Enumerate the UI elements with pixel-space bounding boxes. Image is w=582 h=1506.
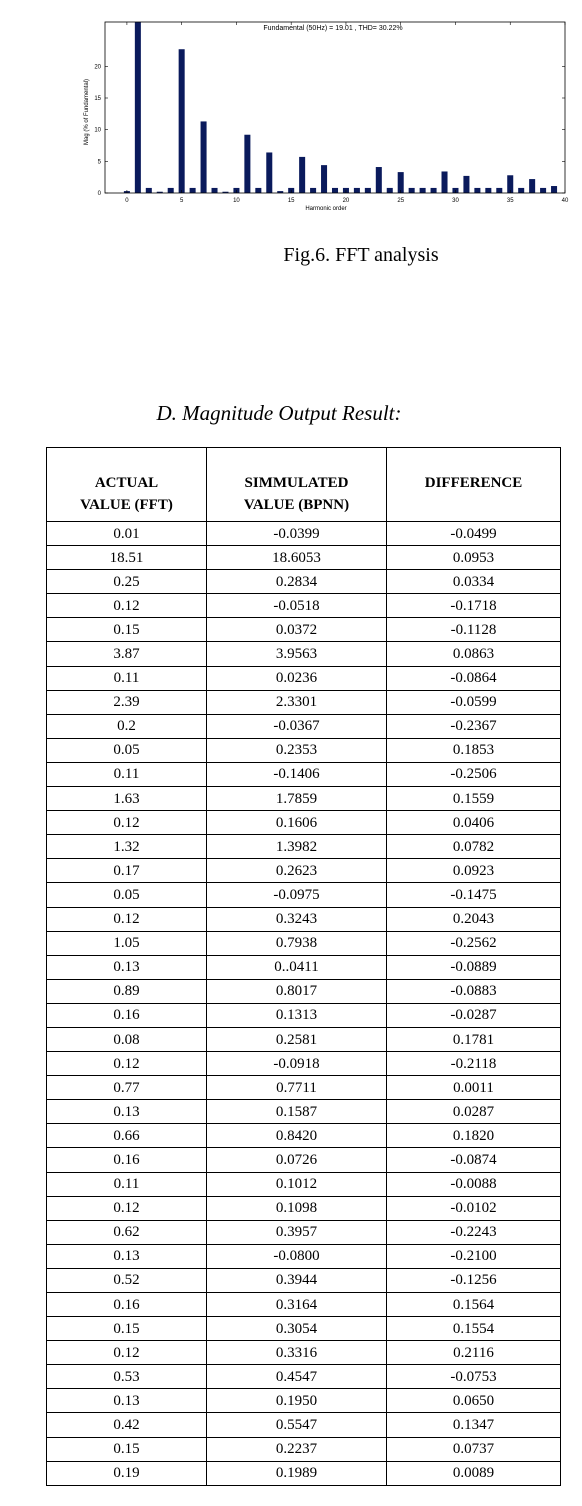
bars-group — [124, 22, 557, 193]
simulated-value-cell: 0.0236 — [207, 666, 387, 690]
table-header-row — [47, 448, 561, 522]
x-tick-label: 10 — [233, 198, 240, 204]
x-tick-label: 30 — [452, 198, 459, 204]
simulated-value-cell: 0.3243 — [207, 907, 387, 931]
bar — [299, 157, 305, 193]
x-tick-label: 0 — [125, 198, 129, 204]
simulated-value-cell: 0.2834 — [207, 570, 387, 594]
difference-cell: 0.0406 — [387, 811, 561, 835]
actual-value-cell: 0.13 — [47, 1244, 207, 1268]
difference-cell: -0.0883 — [387, 979, 561, 1003]
table-row — [47, 1100, 561, 1124]
simulated-value-cell: -0.0518 — [207, 594, 387, 618]
table-row — [47, 883, 561, 907]
actual-value-cell: 0.11 — [47, 1172, 207, 1196]
table-row — [47, 714, 561, 738]
x-tick-label: 35 — [506, 198, 514, 204]
chart-title: Fundamental (50Hz) = 19.01 , THD= 30.22% — [263, 25, 403, 32]
difference-cell: 0.0782 — [387, 835, 561, 859]
table-row — [47, 1027, 561, 1051]
difference-cell: 0.0737 — [387, 1437, 561, 1461]
difference-cell: -0.0874 — [387, 1148, 561, 1172]
bar — [365, 188, 371, 193]
difference-cell: -0.0499 — [387, 522, 561, 546]
y-tick-label: 5 — [97, 159, 101, 166]
simulated-value-cell: 0.1606 — [207, 811, 387, 835]
table-row — [47, 1437, 561, 1461]
actual-value-cell: 0.77 — [47, 1076, 207, 1100]
actual-value-cell: 1.32 — [47, 835, 207, 859]
y-tick-label: 10 — [94, 127, 101, 134]
header-line: ACTUAL — [94, 475, 159, 491]
simulated-value-cell: 0.5547 — [207, 1413, 387, 1437]
bar — [146, 188, 152, 193]
difference-cell: 0.2043 — [387, 907, 561, 931]
fft-bar-chart — [0, 0, 582, 218]
table-row — [47, 1341, 561, 1365]
table-row — [47, 1244, 561, 1268]
table-row — [47, 1220, 561, 1244]
table-row — [47, 690, 561, 714]
actual-value-cell: 0.12 — [47, 594, 207, 618]
actual-value-cell: 0.2 — [47, 714, 207, 738]
simulated-value-cell: 0.1012 — [207, 1172, 387, 1196]
simulated-value-cell: 0.1313 — [207, 1003, 387, 1027]
table-row — [47, 1172, 561, 1196]
header-line: DIFFERENCE — [424, 475, 523, 491]
difference-cell: -0.2562 — [387, 931, 561, 955]
x-tick-label: 25 — [397, 198, 405, 204]
actual-value-cell: 0.15 — [47, 1317, 207, 1341]
table-row — [47, 787, 561, 811]
bar — [244, 135, 250, 193]
bar — [135, 22, 141, 193]
simulated-value-cell: 0.2237 — [207, 1437, 387, 1461]
table-row — [47, 570, 561, 594]
difference-cell: -0.2243 — [387, 1220, 561, 1244]
table-row — [47, 1317, 561, 1341]
y-tick-label: 20 — [94, 64, 101, 71]
x-tick-label: 15 — [287, 198, 295, 204]
table-row — [47, 835, 561, 859]
table-row — [47, 618, 561, 642]
simulated-value-cell: 0.4547 — [207, 1365, 387, 1389]
difference-cell: 0.1564 — [387, 1293, 561, 1317]
difference-cell: 0.0334 — [387, 570, 561, 594]
table-row — [47, 1461, 561, 1485]
difference-cell: 0.1781 — [387, 1027, 561, 1051]
simulated-value-cell: 0.8420 — [207, 1124, 387, 1148]
table-row — [47, 859, 561, 883]
bar — [266, 152, 272, 193]
difference-cell: -0.1128 — [387, 618, 561, 642]
bar — [409, 188, 415, 193]
difference-cell: 0.0650 — [387, 1389, 561, 1413]
header-line: SIMMULATED — [244, 475, 349, 491]
difference-cell: 0.0089 — [387, 1461, 561, 1485]
table-row — [47, 955, 561, 979]
difference-cell: 0.1559 — [387, 787, 561, 811]
table-row — [47, 1052, 561, 1076]
simulated-value-cell: 0.2353 — [207, 738, 387, 762]
simulated-value-cell: 0.1950 — [207, 1389, 387, 1413]
actual-value-cell: 0.17 — [47, 859, 207, 883]
simulated-value-cell: 0.3944 — [207, 1268, 387, 1292]
actual-value-cell: 0.12 — [47, 1196, 207, 1220]
bar — [551, 186, 557, 193]
difference-cell: -0.0599 — [387, 690, 561, 714]
actual-value-cell: 0.16 — [47, 1293, 207, 1317]
table-row — [47, 1003, 561, 1027]
difference-cell: 0.1347 — [387, 1413, 561, 1437]
table-row — [47, 762, 561, 786]
actual-value-cell: 0.12 — [47, 1052, 207, 1076]
bar — [518, 188, 524, 193]
actual-value-cell: 18.51 — [47, 546, 207, 570]
actual-value-cell: 0.66 — [47, 1124, 207, 1148]
difference-cell: -0.1256 — [387, 1268, 561, 1292]
simulated-value-cell: 0.3054 — [207, 1317, 387, 1341]
difference-cell: 0.0953 — [387, 546, 561, 570]
bar — [321, 165, 327, 193]
table-row — [47, 1148, 561, 1172]
table-row — [47, 907, 561, 931]
difference-cell: -0.0889 — [387, 955, 561, 979]
difference-cell: -0.1475 — [387, 883, 561, 907]
actual-value-cell: 3.87 — [47, 642, 207, 666]
simulated-value-cell: -0.1406 — [207, 762, 387, 786]
simulated-value-cell: 18.6053 — [207, 546, 387, 570]
actual-value-cell: 0.05 — [47, 738, 207, 762]
table-row — [47, 1365, 561, 1389]
actual-value-cell: 1.05 — [47, 931, 207, 955]
difference-cell: -0.0753 — [387, 1365, 561, 1389]
difference-cell: 0.0287 — [387, 1100, 561, 1124]
bar — [310, 188, 316, 193]
table-row — [47, 594, 561, 618]
table-row — [47, 1268, 561, 1292]
x-tick-label: 20 — [342, 198, 350, 204]
table-row — [47, 666, 561, 690]
simulated-value-cell: 0.3164 — [207, 1293, 387, 1317]
actual-value-cell: 0.11 — [47, 762, 207, 786]
simulated-value-cell: 0.7711 — [207, 1076, 387, 1100]
difference-cell: -0.0864 — [387, 666, 561, 690]
table-row — [47, 1196, 561, 1220]
x-tick-label: 5 — [179, 198, 184, 204]
table-row — [47, 1293, 561, 1317]
header-actual-value — [47, 448, 207, 522]
table-row — [47, 1124, 561, 1148]
difference-cell: 0.2116 — [387, 1341, 561, 1365]
figure-caption: Fig.6. FFT analysis — [283, 244, 439, 266]
bar — [332, 188, 338, 193]
actual-value-cell: 0.13 — [47, 1100, 207, 1124]
actual-value-cell: 0.15 — [47, 618, 207, 642]
simulated-value-cell: 0.3316 — [207, 1341, 387, 1365]
actual-value-cell: 0.16 — [47, 1003, 207, 1027]
simulated-value-cell: 2.3301 — [207, 690, 387, 714]
table-row — [47, 979, 561, 1003]
simulated-value-cell: 0.2623 — [207, 859, 387, 883]
difference-cell: -0.0102 — [387, 1196, 561, 1220]
simulated-value-cell: -0.0399 — [207, 522, 387, 546]
actual-value-cell: 0.53 — [47, 1365, 207, 1389]
actual-value-cell: 1.63 — [47, 787, 207, 811]
table-row — [47, 1076, 561, 1100]
difference-cell: 0.0923 — [387, 859, 561, 883]
bar — [179, 49, 185, 193]
bar — [398, 172, 404, 193]
x-axis-label: Harmonic order — [305, 206, 347, 212]
actual-value-cell: 0.11 — [47, 666, 207, 690]
simulated-value-cell: 1.7859 — [207, 787, 387, 811]
simulated-value-cell: -0.0367 — [207, 714, 387, 738]
table-row — [47, 931, 561, 955]
bar — [168, 188, 174, 193]
difference-cell: -0.2118 — [387, 1052, 561, 1076]
simulated-value-cell: 0.1989 — [207, 1461, 387, 1485]
bar — [190, 188, 196, 193]
table-row — [47, 1413, 561, 1437]
bar — [529, 179, 535, 193]
difference-cell: 0.0863 — [387, 642, 561, 666]
simulated-value-cell: 1.3982 — [207, 835, 387, 859]
bar — [431, 188, 437, 193]
difference-cell: -0.2100 — [387, 1244, 561, 1268]
difference-cell: -0.2506 — [387, 762, 561, 786]
actual-value-cell: 0.13 — [47, 955, 207, 979]
simulated-value-cell: 0.0372 — [207, 618, 387, 642]
actual-value-cell: 0.15 — [47, 1437, 207, 1461]
difference-cell: 0.1853 — [387, 738, 561, 762]
actual-value-cell: 0.08 — [47, 1027, 207, 1051]
x-tick-label: 40 — [561, 198, 569, 204]
bar — [474, 188, 480, 193]
simulated-value-cell: -0.0800 — [207, 1244, 387, 1268]
y-tick-label: 0 — [97, 191, 101, 197]
actual-value-cell: 2.39 — [47, 690, 207, 714]
header-difference — [387, 448, 561, 522]
simulated-value-cell: -0.0975 — [207, 883, 387, 907]
table-row — [47, 546, 561, 570]
difference-cell: -0.0088 — [387, 1172, 561, 1196]
actual-value-cell: 0.25 — [47, 570, 207, 594]
header-line: VALUE (BPNN) — [243, 497, 350, 513]
difference-cell: 0.0011 — [387, 1076, 561, 1100]
bar — [212, 188, 218, 193]
simulated-value-cell: 0.1098 — [207, 1196, 387, 1220]
simulated-value-cell: 0.8017 — [207, 979, 387, 1003]
actual-value-cell: 0.13 — [47, 1389, 207, 1413]
actual-value-cell: 0.12 — [47, 1341, 207, 1365]
actual-value-cell: 0.62 — [47, 1220, 207, 1244]
bar — [255, 188, 261, 193]
actual-value-cell: 0.89 — [47, 979, 207, 1003]
actual-value-cell: 0.12 — [47, 811, 207, 835]
y-axis-label: Mag (% of Fundamental) — [84, 78, 90, 146]
difference-cell: 0.1820 — [387, 1124, 561, 1148]
plot-frame — [105, 22, 565, 193]
actual-value-cell: 0.42 — [47, 1413, 207, 1437]
bar — [496, 188, 502, 193]
simulated-value-cell: 0.3957 — [207, 1220, 387, 1244]
bar — [540, 188, 546, 193]
section-heading: D. Magnitude Output Result: — [156, 401, 402, 425]
bar — [485, 188, 491, 193]
bar — [354, 188, 360, 193]
simulated-value-cell: 0.7938 — [207, 931, 387, 955]
simulated-value-cell: 0.0726 — [207, 1148, 387, 1172]
header-simulated-value — [207, 448, 387, 522]
table-row — [47, 811, 561, 835]
y-tick-label: 15 — [94, 96, 101, 102]
axes-group — [94, 22, 569, 204]
bar — [387, 188, 393, 193]
header-line: VALUE (FFT) — [80, 497, 173, 513]
bar — [420, 188, 426, 193]
actual-value-cell: 0.12 — [47, 907, 207, 931]
simulated-value-cell: 0.1587 — [207, 1100, 387, 1124]
magnitude-results-table — [46, 447, 561, 1486]
actual-value-cell: 0.05 — [47, 883, 207, 907]
table-body — [47, 522, 561, 1486]
actual-value-cell: 0.01 — [47, 522, 207, 546]
bar — [201, 121, 207, 193]
simulated-value-cell: -0.0918 — [207, 1052, 387, 1076]
bar — [376, 167, 382, 193]
actual-value-cell: 0.16 — [47, 1148, 207, 1172]
difference-cell: -0.2367 — [387, 714, 561, 738]
bar — [463, 176, 469, 193]
difference-cell: -0.0287 — [387, 1003, 561, 1027]
simulated-value-cell: 0.2581 — [207, 1027, 387, 1051]
actual-value-cell: 0.19 — [47, 1461, 207, 1485]
difference-cell: -0.1718 — [387, 594, 561, 618]
table-row — [47, 1389, 561, 1413]
simulated-value-cell: 3.9563 — [207, 642, 387, 666]
table-row — [47, 738, 561, 762]
bar — [442, 171, 448, 193]
simulated-value-cell: 0..0411 — [207, 955, 387, 979]
table-row — [47, 642, 561, 666]
difference-cell: 0.1554 — [387, 1317, 561, 1341]
actual-value-cell: 0.52 — [47, 1268, 207, 1292]
table-row — [47, 522, 561, 546]
